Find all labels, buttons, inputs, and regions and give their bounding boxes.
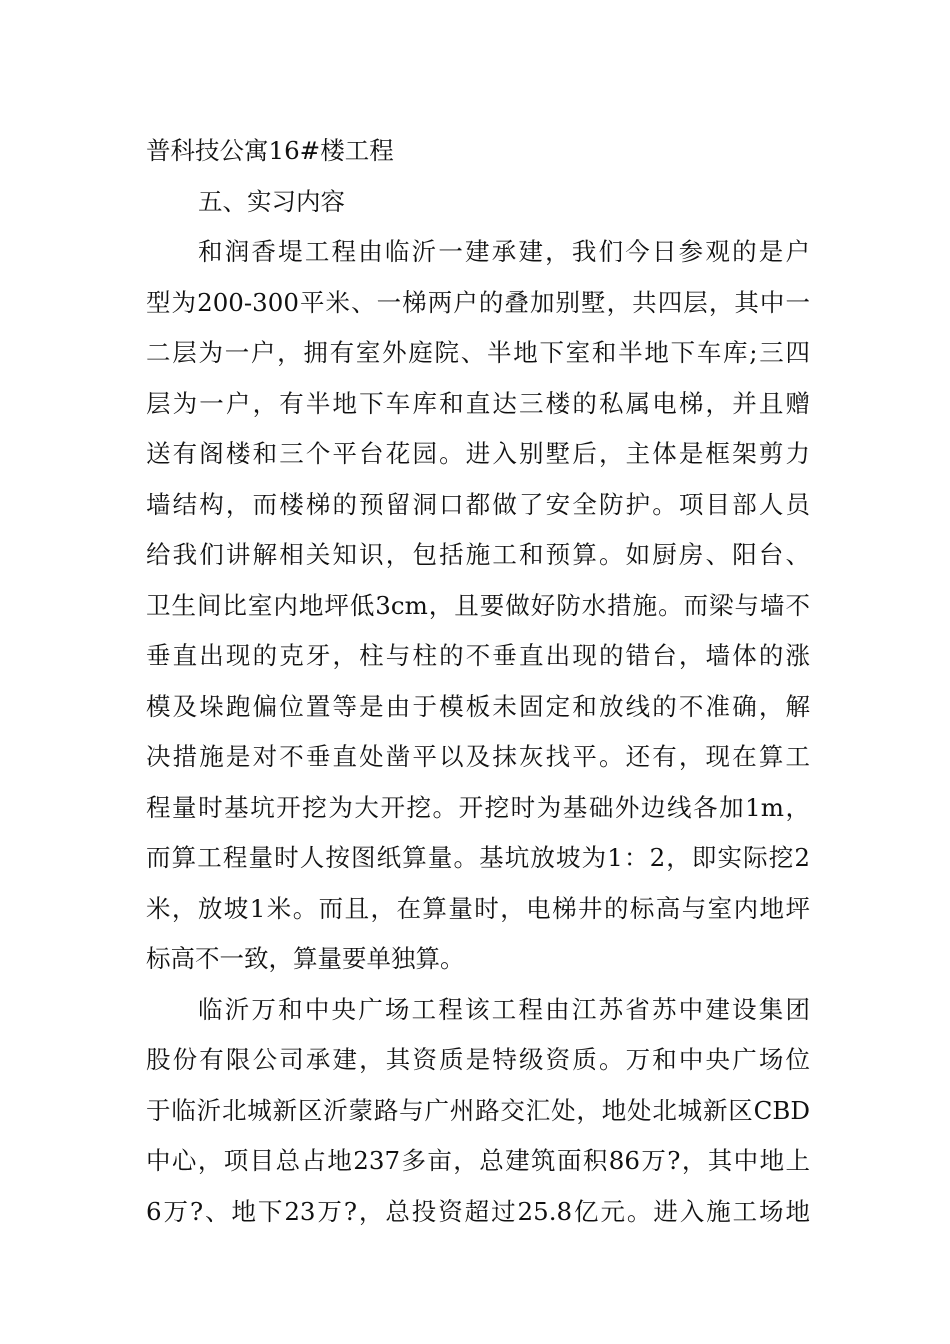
text-line-9: 给我们讲解相关知识，包括施工和预算。如厨房、阳台、	[146, 540, 810, 569]
text-line-17: 标高不一致，算量要单独算。	[146, 944, 465, 973]
text-line-15: 而算工程量时人按图纸算量。基坑放坡为1：2，即实际挖2	[146, 843, 810, 872]
text-line-19: 股份有限公司承建，其资质是特级资质。万和中央广场位	[146, 1045, 810, 1074]
text-line-10: 卫生间比室内地坪低3cm，且要做好防水措施。而梁与墙不	[146, 590, 810, 620]
text-line-16: 米，放坡1米。而且，在算量时，电梯井的标高与室内地坪	[146, 893, 810, 923]
text-line-3: 和润香堤工程由临沂一建承建，我们今日参观的是户	[198, 237, 810, 266]
text-line-12: 模及垛跑偏位置等是由于模板未固定和放线的不准确，解	[146, 691, 810, 721]
text-line-21: 中心，项目总占地237多亩，总建筑面积86万?，其中地上	[146, 1146, 810, 1175]
text-line-7: 送有阁楼和三个平台花园。进入别墅后，主体是框架剪力	[146, 439, 810, 468]
text-line-11: 垂直出现的克牙，柱与柱的不垂直出现的错台，墙体的涨	[146, 641, 810, 670]
text-line-22: 6万?、地下23万?，总投资超过25.8亿元。进入施工场地	[146, 1196, 810, 1226]
text-line-18: 临沂万和中央广场工程该工程由江苏省苏中建设集团	[198, 994, 810, 1024]
text-line-13: 决措施是对不垂直处凿平以及抹灰找平。还有，现在算工	[146, 742, 810, 771]
text-line-8: 墙结构，而楼梯的预留洞口都做了安全防护。项目部人员	[146, 489, 810, 519]
text-line-1: 普科技公寓16#楼工程	[146, 136, 394, 165]
text-line-20: 于临沂北城新区沂蒙路与广州路交汇处，地处北城新区CBD	[146, 1095, 810, 1125]
text-line-6: 层为一户，有半地下车库和直达三楼的私属电梯，并且赠	[146, 388, 810, 418]
text-line-5: 二层为一户，拥有室外庭院、半地下室和半地下车库;三四	[146, 338, 810, 367]
section-heading: 五、实习内容	[198, 186, 345, 216]
text-line-14: 程量时基坑开挖为大开挖。开挖时为基础外边线各加1m，	[146, 792, 810, 822]
document-body	[146, 126, 810, 1237]
text-line-4: 型为200-300平米、一梯两户的叠加别墅，共四层，其中一	[146, 287, 810, 317]
